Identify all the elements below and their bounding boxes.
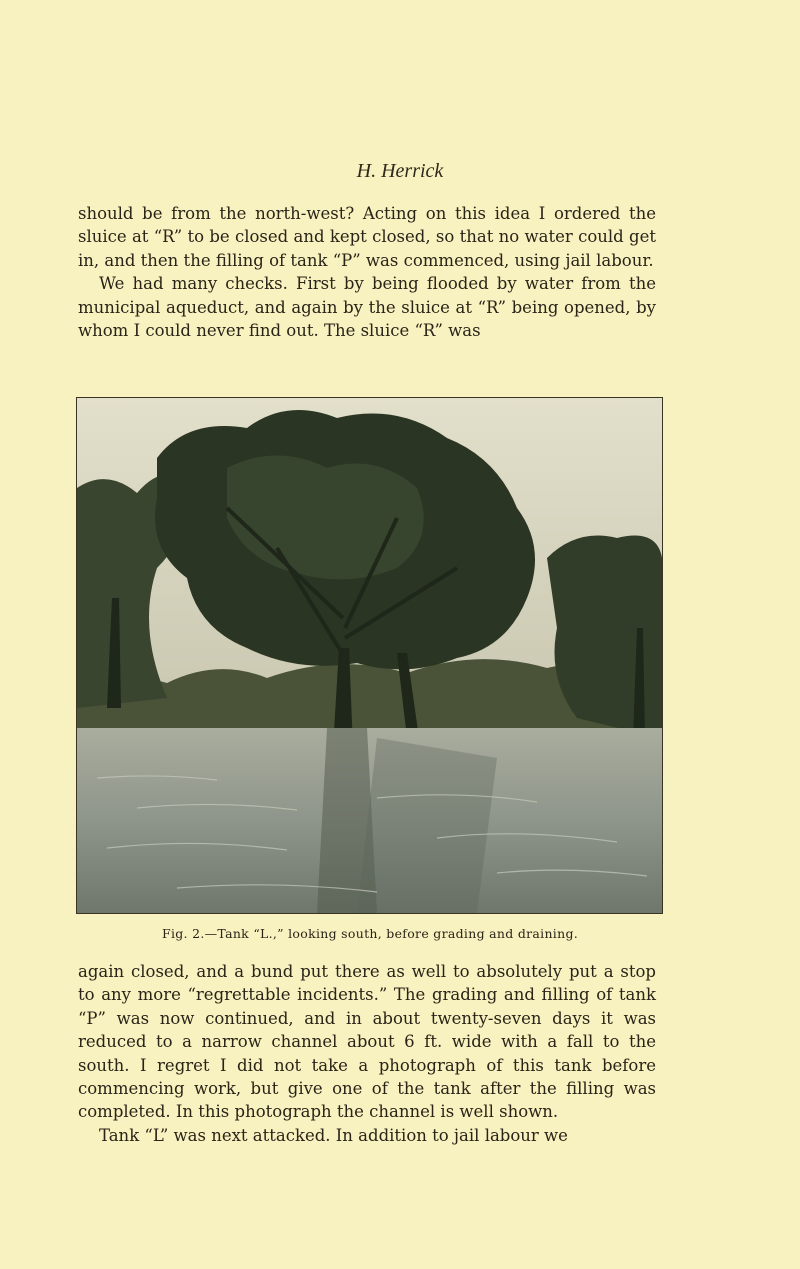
body-text-bottom	[78, 960, 656, 1147]
paragraph: should be from the north-west? Acting on this idea I ordered the sluice at “R” to be closed and kept closed, so that no water could get in, and then the filling of tank “P” was commenced, using jail labour.	[78, 204, 656, 270]
photo-illustration	[77, 398, 662, 913]
paragraph: Tank “L” was next attacked. In addition to jail labour we	[99, 1125, 568, 1145]
paragraph: again closed, and a bund put there as well to absolutely put a stop to any more “regrettable incidents.” The grading and filling of tank “P” was now continued, and in about twenty-seven days it was reduced to a narrow channel about 6 ft. wide with a fall to the south. I regret I did not take a photograph of this tank before commencing work, but give one of the tank after the filling was completed. In this photograph the channel is well shown.	[78, 962, 656, 1122]
figure-caption: Fig. 2.—Tank “L.,” looking south, before grading and draining.	[161, 926, 579, 941]
photograph-tank-l	[76, 397, 663, 914]
body-text-top	[78, 202, 656, 342]
running-head: H. Herrick	[356, 160, 444, 182]
paragraph: We had many checks. First by being flooded by water from the municipal aqueduct, and again by the sluice at “R” being opened, by whom I could never find out. The sluice “R” was	[78, 274, 656, 341]
